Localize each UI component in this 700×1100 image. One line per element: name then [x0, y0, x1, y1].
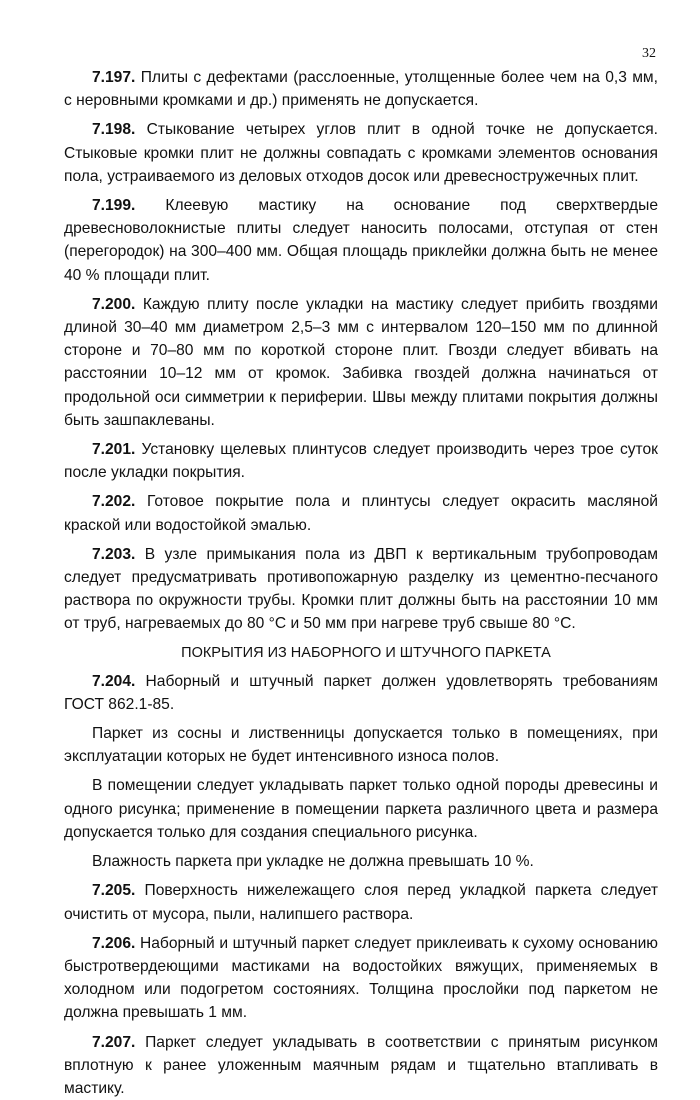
- section-heading: ПОКРЫТИЯ ИЗ НАБОРНОГО И ШТУЧНОГО ПАРКЕТА: [181, 644, 551, 661]
- clause-number: 7.201.: [92, 441, 136, 459]
- clause-text: Паркет из сосны и лиственницы допускается только в помещениях, при эксплуатации которых не будет интенсивного износа полов.: [64, 725, 658, 766]
- paragraph-moisture: [64, 850, 658, 873]
- clause-text: Наборный и штучный паркет следует приклеивать к сухому основанию быстротвердеющими мастиками на водостойких вяжущих, применяемых в холодном или подогретом состояниях. Толщина прослойки под паркетом не должна превышать 1 мм.: [64, 934, 658, 1022]
- clause-number: 7.204.: [92, 672, 136, 690]
- clause-text: В узле примыкания пола из ДВП к вертикальным трубопроводам следует предусматривать противопожарную разделку из цементно-песчаного раствора по окружности трубы. Кромки плит должны быть на расстоянии 10 мм от труб, нагреваемых до 80 °С и 50 мм при нагреве труб свыше 80 °С.: [64, 545, 658, 633]
- paragraph-7-204: [64, 670, 658, 716]
- clause-text: Установку щелевых плинтусов следует производить через трое суток после укладки покрытия.: [64, 441, 658, 482]
- paragraph-7-199: [64, 194, 658, 287]
- clause-text: Готовое покрытие пола и плинтусы следует окрасить масляной краской или водостойкой эмалью.: [64, 493, 658, 534]
- paragraph-7-203: [64, 543, 658, 636]
- clause-text: Наборный и штучный паркет должен удовлетворять требованиям ГОСТ 862.1-85.: [64, 672, 658, 713]
- clause-text: Плиты с дефектами (расслоенные, утолщенные более чем на 0,3 мм, с неровными кромками и др.) применять не допускается.: [64, 69, 658, 110]
- paragraph-7-197: [64, 66, 658, 112]
- paragraph-7-201: [64, 438, 658, 484]
- clause-text: Паркет следует укладывать в соответствии с принятым рисунком вплотную к ранее уложенным маячным рядам и тщательно втапливать в мастику.: [64, 1033, 658, 1097]
- clause-number: 7.199.: [92, 197, 136, 215]
- clause-number: 7.200.: [92, 295, 136, 313]
- clause-text: Стыкование четырех углов плит в одной точке не допускается. Стыковые кромки плит не должны совпадать с кромками элементов основания пола, устраиваемого из деловых отходов досок или древесностружечных плит.: [64, 121, 658, 185]
- clause-text: Влажность паркета при укладке не должна превышать 10 %.: [92, 853, 534, 871]
- section-parquet: [64, 670, 658, 1100]
- paragraph-7-198: [64, 118, 658, 188]
- clause-number: 7.198.: [92, 121, 136, 139]
- clause-text: Каждую плиту после укладки на мастику следует прибить гвоздями длиной 30–40 мм диаметром 2,5–3 мм с интервалом 120–150 мм по длинной стороне и 70–80 мм по короткой стороне плит. Гвозди следует вбивать на расстоянии 10–12 мм от кромок. Забивка гвоздей должна начинаться от продольной оси симметрии к периферии. Швы между плитами покрытия должны быть зашпаклеваны.: [64, 295, 658, 429]
- section-floor-slabs: [64, 66, 658, 636]
- clause-text: Поверхность нижележащего слоя перед укладкой паркета следует очистить от мусора, пыли, налипшего раствора.: [64, 882, 658, 923]
- clause-number: 7.203.: [92, 545, 136, 563]
- clause-number: 7.207.: [92, 1033, 136, 1051]
- paragraph-7-202: [64, 490, 658, 536]
- paragraph-7-200: [64, 293, 658, 432]
- clause-text: В помещении следует укладывать паркет только одной породы древесины и одного рисунка; применение в помещении паркета различного цвета и размера допускается только для создания специального рисунка.: [64, 777, 658, 841]
- paragraph-7-207: [64, 1031, 658, 1100]
- paragraph-one-species: [64, 774, 658, 844]
- paragraph-7-205: [64, 879, 658, 925]
- page-number: 32: [642, 46, 656, 61]
- clause-number: 7.197.: [92, 69, 136, 86]
- clause-number: 7.205.: [92, 882, 136, 900]
- paragraph-7-206: [64, 932, 658, 1025]
- paragraph-pine-larch: [64, 722, 658, 768]
- clause-text: Клеевую мастику на основание под сверхтвердые древесноволокнистые плиты следует наносить полосами, отступая от стен (перегородок) на 300–400 мм. Общая площадь приклейки должна быть не менее 40 % площади плит.: [64, 197, 658, 284]
- clause-number: 7.202.: [92, 493, 136, 511]
- clause-number: 7.206.: [92, 934, 136, 952]
